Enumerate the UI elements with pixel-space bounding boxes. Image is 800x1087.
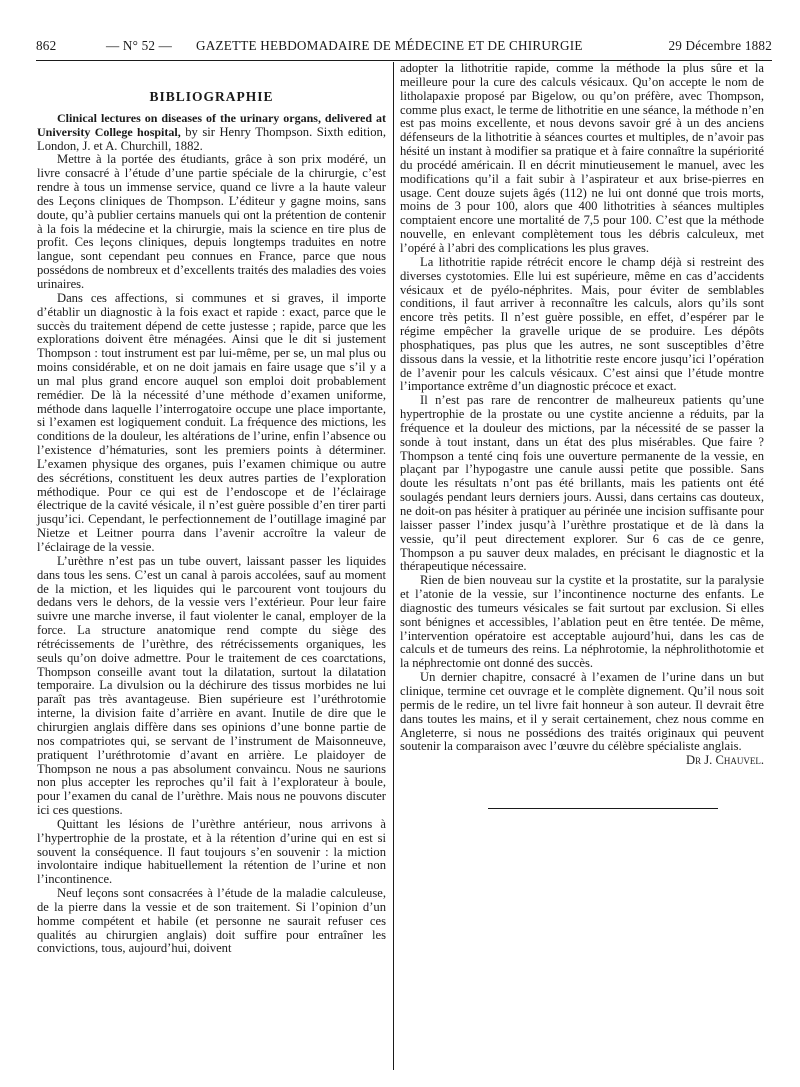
- issue-date: 29 Décembre 1882: [668, 38, 772, 53]
- book-author: by sir Henry Thompson. Sixth edition, London, J. et A. Churchill, 1882.: [37, 124, 386, 153]
- left-paragraph-3: L’urèthre n’est pas un tube ouvert, laissant passer les liquides dans tous les sens. C’est un canal à parois accolées, sauf au moment de la miction, et les liquides qui le parcourent vont toujours du dedans vers le dehors, de la vessie vers l’extérieur. Pour leur faire suivre une marche inverse, il faut violenter le canal, employer de la force. La structure anatomique rend compte du siège des rétrécissements de l’urèthre, des rétrécissements organiques, les seuls qu’on doive admettre. Pour le traitement de ces coarctations, Thompson conseille avant tout la dilatation, surtout la dilatation temporaire. La divulsion ou la déchirure des tissus morbides ne lui paraît pas très avantageuse. Bien supérieure est l’uréthrotomie interne, la division faite d’arrière en avant. Inutile de dire que le chirurgien anglais diffère dans ses opinions d’une bonne partie de nos compatriotes qui, se servant de l’instrument de Maisonneuve, pratiquent l’uréthrotomie d’avant en arrière. Le plaidoyer de Thompson ne nous a pas absolument convaincu. Nous ne saurions non plus accepter les reproches qu’il fait à l’explorateur à boule, pour l’examen du canal de l’urèthre. Mais nous ne pouvons discuter ici ces questions.: [37, 553, 386, 818]
- running-header: [36, 38, 772, 56]
- book-title: Clinical lectures on diseases of the urinary organs, delivered at University College hospital,: [37, 110, 386, 139]
- right-column: [400, 62, 764, 768]
- left-paragraph-1: Mettre à la portée des étudiants, grâce à son prix modéré, un livre consacré à l’étude d’une partie spéciale de la chirurgie, c’est rendre à tous un immense service, quand ce livre a la haute valeur des Leçons cliniques de Thompson. L’éditeur y gagne moins, sans doute, qu’à publier certains manuels qui ont la prétention de contenir à la fois la médecine et la chirurgie, mais la science en tire plus de profit. Ces leçons cliniques, depuis longtemps traduites en notre langue, sont cependant peu connues en France, parce que nous possédons de nombreux et d’excellents traités des maladies des voies urinaires.: [37, 152, 386, 291]
- left-paragraph-2: Dans ces affections, si communes et si graves, il importe d’établir un diagnostic à la fois exact et rapide : exact, parce que le succès du traitement dépend de cette justesse ; rapide, parce que les explorations doivent être ménagées. Ainsi que le dit si justement Thompson : tout instrument est par lui-même, per se, un mal plus ou moins considérable, et on ne doit jamais en faire usage que s’il y a un mal plus grand encore auquel son emploi doit probablement remédier. De là la nécessité d’une méthode d’examen uniforme, méthode dans laquelle l’interrogatoire occupe une place importante, si l’examen est logiquement conduit. La fréquence des mictions, les conditions de la douleur, les altérations de l’urine, enfin l’absence ou l’existence d’hématuries, sont les premiers points à déterminer. L’examen physique des organes, puis l’examen chimique ou autre des sécrétions, constituent les deux autres parties de l’exploration méthodique. Pour ce qui est de l’endoscope et de l’éclairage électrique de la cavité vésicale, il n’est guère possible d’en tirer parti jusqu’ici. Cependant, le perfectionnement de l’outillage imaginé par Nietze et Leitner pourra dans l’avenir accroître la valeur de l’éclairage de la vessie.: [37, 290, 386, 554]
- issue-number: — N° 52 —: [106, 38, 173, 53]
- left-paragraph-4: Quittant les lésions de l’urèthre antérieur, nous arrivons à l’hypertrophie de la prostate, et à la rétention d’urine qui en est si souvent la conséquence. Il faut toujours s’en souvenir : la miction involontaire indique habituellement la rétention de l’urine et non l’incontinence.: [37, 816, 386, 887]
- left-paragraph-5: Neuf leçons sont consacrées à l’étude de la maladie calculeuse, de la pierre dans la vessie et de son traitement. Si l’opinion d’un homme compétent et habile (et personne ne saurait refuser ces qualités au chirurgien anglais) doit suffire pour entraîner les convictions, tous, aujourd’hui, doivent: [37, 886, 386, 956]
- section-title: BIBLIOGRAPHIE: [149, 89, 274, 104]
- right-paragraph-1: adopter la lithotritie rapide, comme la méthode la plus sûre et la meilleure pour la cure des calculs vésicaux. Qu’on accepte le nom de litholapaxie proposé par Bigelow, ou qu’on préfère, avec Thompson, comme plus exact, le terme de lithotritie en une séance, la méthode n’en est pas moins excellente, et nous devons savoir gré à un des anciens défenseurs de la lithotritie à séances courtes et multiples, de n’avoir pas hésité un instant à modifier sa pratique et à faire connaître la supériorité du procédé américain. Il en décrit minutieusement le manuel, avec les modifications qu’il a fait subir à l’aspirateur et aux brise-pierres en usage. Cent douze sujets âgés (112) ne lui ont donné que trois morts, moins de 3 pour 100, alors que 400 lithotrities à séances multiples comptaient encore une mortalité de 7,5 pour 100. C’est que la méthode nouvelle, en enlevant complètement tous les débris calculeux, met l’opéré à l’abri des complications les plus graves.: [400, 61, 764, 255]
- right-paragraph-5: Un dernier chapitre, consacré à l’examen de l’urine dans un but clinique, termine cet ouvrage et le complète dignement. Qu’il nous soit permis de le redire, un tel livre fait honneur à son auteur. Il devrait être dans toutes les mains, et il y serait certainement, chez nous comme en Angleterre, si nous ne possédions des traités originaux qui peuvent soutenir la comparaison avec l’œuvre du célèbre spécialiste anglais.: [400, 670, 764, 754]
- signature: Dr J. Chauvel.: [686, 753, 764, 768]
- end-rule: [488, 808, 718, 809]
- journal-title: GAZETTE HEBDOMADAIRE DE MÉDECINE ET DE CHIRURGIE: [196, 38, 583, 53]
- book-reference: [37, 112, 386, 154]
- left-column: [37, 68, 386, 956]
- right-paragraph-3: Il n’est pas rare de rencontrer de malheureux patients qu’une hypertrophie de la prostate ou une cystite ancienne a réduits, par la fréquence et la douleur des mictions, par la nécessité de se passer la sonde à tout instant, dans un état des plus misérables. Que faire ? Thompson a tenté cinq fois une ouverture permanente de la vessie, en plaçant par l’hypogastre une canule aussi petite que possible. Sans doute les résultats n’ont pas été brillants, mais les patients ont été soulagés pendant leurs derniers jours. Aussi, dans certains cas douteux, ne doit-on pas hésiter à pratiquer au périnée une incision suffisante pour laisser passer l’index jusqu’à l’urèthre prostatique et de là dans la vessie, qu’il peut directement explorer. Sur 6 cas de ce genre, Thompson a pu sauver deux malades, en précisant le diagnostic et la thérapeutique nécessaire.: [400, 393, 764, 574]
- right-paragraph-2: La lithotritie rapide rétrécit encore le champ déjà si restreint des diverses cystotomies. Elle lui est supérieure, même en cas d’accidents vésicaux et de pyélo-néphrites. Mais, pour éviter de semblables conditions, il faut arriver à reconnaître les calculs, alors qu’ils sont encore très petits. Il n’est guère possible, en effet, d’espérer par le régime empêcher la gravelle urique de se produire. Les dépôts phosphatiques, pas plus que les autres, ne sont susceptibles d’être dissous dans la vessie, et la lithotritie reste encore jusqu’ici l’opération de l’avenir pour les calculs vésicaux. C’est ainsi que l’étude montre l’importance extrême d’un diagnostic précoce et exact.: [400, 254, 764, 394]
- right-paragraph-4: Rien de bien nouveau sur la cystite et la prostatite, sur la paralysie et l’atonie de la vessie, sur l’incontinence nocturne des enfants. Le diagnostic des tumeurs vésicales se fait surtout par exclusion. Si elles sont bénignes et accessibles, l’ablation peut en être tentée. De même, l’intervention opératoire est acceptable aujourd’hui, dans les cas de calculs et de tumeurs des reins. La néphrotomie, la néphrolithotomie et la néphrectomie ont donné des succès.: [400, 573, 764, 671]
- page-number: 862: [36, 38, 57, 53]
- column-divider: [393, 62, 394, 1070]
